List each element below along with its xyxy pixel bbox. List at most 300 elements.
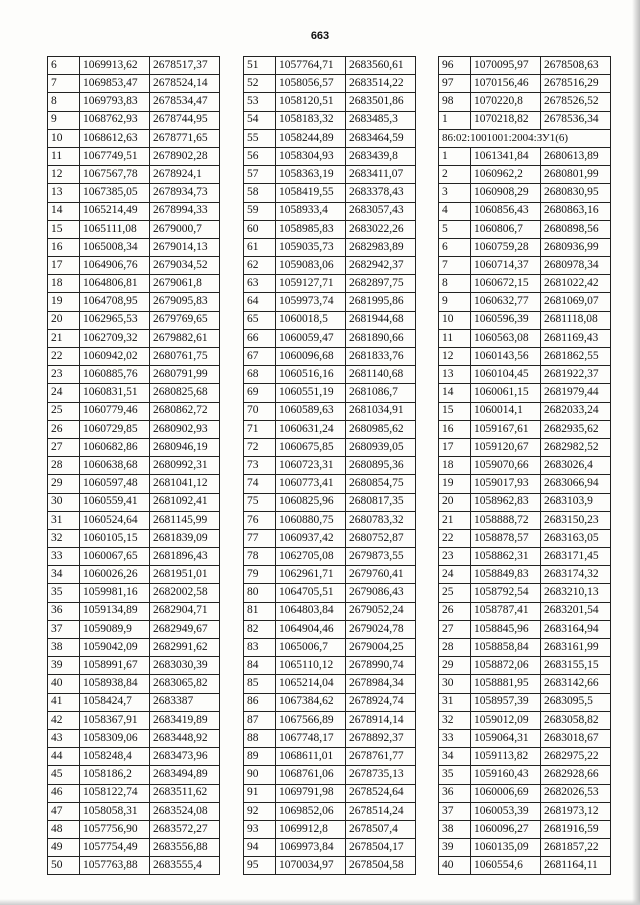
table-row [439,748,611,766]
table-row [244,75,416,93]
y-coordinate-cell: 2683572,27 [150,820,220,838]
x-coordinate-cell: 1067748,17 [276,729,346,747]
x-coordinate-cell: 1058849,83 [471,566,541,584]
table-row [48,802,220,820]
table-row [48,784,220,802]
point-number-cell: 81 [244,602,276,620]
point-number-cell: 80 [244,584,276,602]
table-row [439,820,611,838]
y-coordinate-cell: 2678914,14 [346,711,416,729]
y-coordinate-cell: 2682949,67 [150,620,220,638]
point-number-cell: 36 [439,784,471,802]
point-number-cell: 29 [439,657,471,675]
point-number-cell: 59 [244,202,276,220]
x-coordinate-cell: 1057764,71 [276,57,346,75]
coordinate-table-column-1 [47,56,220,875]
y-coordinate-cell: 2683378,43 [346,184,416,202]
x-coordinate-cell: 1058424,7 [80,693,150,711]
point-number-cell: 85 [244,675,276,693]
table-row [48,693,220,711]
x-coordinate-cell: 1057756,90 [80,820,150,838]
y-coordinate-cell: 2680830,95 [541,184,611,202]
table-row [48,220,220,238]
x-coordinate-cell: 1059973,74 [276,293,346,311]
x-coordinate-cell: 1059042,09 [80,639,150,657]
x-coordinate-cell: 1060831,51 [80,384,150,402]
x-coordinate-cell: 1058878,57 [471,529,541,547]
y-coordinate-cell: 2680752,87 [346,529,416,547]
x-coordinate-cell: 1068761,06 [276,766,346,784]
y-coordinate-cell: 2680817,35 [346,493,416,511]
point-number-cell: 70 [244,402,276,420]
table-row [439,57,611,75]
y-coordinate-cell: 2678536,34 [541,111,611,129]
table-row [439,784,611,802]
table-row [439,493,611,511]
x-coordinate-cell: 1060059,47 [276,329,346,347]
table-row [439,129,611,147]
y-coordinate-cell: 2680936,99 [541,238,611,256]
point-number-cell: 98 [439,93,471,111]
table-row [244,129,416,147]
x-coordinate-cell: 1059120,67 [471,438,541,456]
table-row [48,184,220,202]
table-row [48,493,220,511]
point-number-cell: 64 [244,293,276,311]
point-number-cell: 16 [439,420,471,438]
point-number-cell: 22 [48,348,80,366]
y-coordinate-cell: 2678504,17 [346,839,416,857]
y-coordinate-cell: 2683473,96 [150,748,220,766]
y-coordinate-cell: 2682928,66 [541,766,611,784]
x-coordinate-cell: 1059160,43 [471,766,541,784]
y-coordinate-cell: 2683387 [150,693,220,711]
y-coordinate-cell: 2681973,12 [541,802,611,820]
table-row [439,366,611,384]
table-row [439,384,611,402]
table-row [244,438,416,456]
y-coordinate-cell: 2679760,41 [346,566,416,584]
y-coordinate-cell: 2681979,44 [541,384,611,402]
point-number-cell: 24 [48,384,80,402]
y-coordinate-cell: 2683066,94 [541,475,611,493]
point-number-cell: 21 [48,329,80,347]
x-coordinate-cell: 1059089,9 [80,620,150,638]
point-number-cell: 71 [244,420,276,438]
y-coordinate-cell: 2678526,52 [541,93,611,111]
point-number-cell: 8 [439,275,471,293]
x-coordinate-cell: 1059064,31 [471,729,541,747]
y-coordinate-cell: 2683464,59 [346,129,416,147]
table-row [244,329,416,347]
y-coordinate-cell: 2683448,92 [150,729,220,747]
point-number-cell: 88 [244,729,276,747]
table-row [48,529,220,547]
y-coordinate-cell: 2680854,75 [346,475,416,493]
table-row [439,166,611,184]
point-number-cell: 11 [48,147,80,165]
x-coordinate-cell: 1065214,49 [80,202,150,220]
table-row [244,402,416,420]
y-coordinate-cell: 2680801,99 [541,166,611,184]
y-coordinate-cell: 2678990,74 [346,657,416,675]
table-row [244,366,416,384]
point-number-cell: 39 [48,657,80,675]
table-row [48,147,220,165]
x-coordinate-cell: 1058845,96 [471,620,541,638]
y-coordinate-cell: 2683514,22 [346,75,416,93]
x-coordinate-cell: 1058309,06 [80,729,150,747]
x-coordinate-cell: 1058787,41 [471,602,541,620]
table-row [48,766,220,784]
y-coordinate-cell: 2679052,24 [346,602,416,620]
table-row [244,475,416,493]
point-number-cell: 92 [244,802,276,820]
x-coordinate-cell: 1068612,63 [80,129,150,147]
point-number-cell: 67 [244,348,276,366]
point-number-cell: 25 [48,402,80,420]
table-row [48,75,220,93]
point-number-cell: 19 [439,475,471,493]
point-number-cell: 44 [48,748,80,766]
point-number-cell: 91 [244,784,276,802]
y-coordinate-cell: 2678924,1 [150,166,220,184]
point-number-cell: 18 [439,457,471,475]
y-coordinate-cell: 2680895,36 [346,457,416,475]
y-coordinate-cell: 2683501,86 [346,93,416,111]
point-number-cell: 95 [244,857,276,875]
point-number-cell: 72 [244,438,276,456]
table-row [244,93,416,111]
x-coordinate-cell: 1065008,34 [80,238,150,256]
y-coordinate-cell: 2683555,4 [150,857,220,875]
x-coordinate-cell: 1070095,97 [471,57,541,75]
point-number-cell: 86 [244,693,276,711]
table-row [48,366,220,384]
x-coordinate-cell: 1058367,91 [80,711,150,729]
point-number-cell: 83 [244,639,276,657]
x-coordinate-cell: 1060682,86 [80,438,150,456]
table-row [48,475,220,493]
y-coordinate-cell: 2678744,95 [150,111,220,129]
x-coordinate-cell: 1060672,15 [471,275,541,293]
table-row [48,166,220,184]
y-coordinate-cell: 2683161,99 [541,639,611,657]
page-number: 663 [310,30,330,42]
x-coordinate-cell: 1060632,77 [471,293,541,311]
table-row [48,111,220,129]
point-number-cell: 41 [48,693,80,711]
y-coordinate-cell: 2681896,43 [150,548,220,566]
table-row [244,457,416,475]
y-coordinate-cell: 2678761,77 [346,748,416,766]
table-row [48,202,220,220]
y-coordinate-cell: 2680761,75 [150,348,220,366]
table-row [48,57,220,75]
x-coordinate-cell: 1062705,08 [276,548,346,566]
x-coordinate-cell: 1060825,96 [276,493,346,511]
point-number-cell: 90 [244,766,276,784]
y-coordinate-cell: 2682002,58 [150,584,220,602]
point-number-cell: 30 [439,675,471,693]
y-coordinate-cell: 2682942,37 [346,257,416,275]
y-coordinate-cell: 2681839,09 [150,529,220,547]
point-number-cell: 84 [244,657,276,675]
x-coordinate-cell: 1058120,51 [276,93,346,111]
x-coordinate-cell: 1060061,15 [471,384,541,402]
table-row [48,548,220,566]
point-number-cell: 32 [48,529,80,547]
x-coordinate-cell: 1060096,68 [276,348,346,366]
point-number-cell: 52 [244,75,276,93]
y-coordinate-cell: 2680946,19 [150,438,220,456]
y-coordinate-cell: 2678524,14 [150,75,220,93]
table-row [439,711,611,729]
y-coordinate-cell: 2682033,24 [541,402,611,420]
y-coordinate-cell: 2683411,07 [346,166,416,184]
y-coordinate-cell: 2682991,62 [150,639,220,657]
x-coordinate-cell: 1058962,83 [471,493,541,511]
y-coordinate-cell: 2680862,72 [150,402,220,420]
x-coordinate-cell: 1058056,57 [276,75,346,93]
y-coordinate-cell: 2679086,43 [346,584,416,602]
table-row [48,457,220,475]
y-coordinate-cell: 2683494,89 [150,766,220,784]
x-coordinate-cell: 1059012,09 [471,711,541,729]
table-row [48,93,220,111]
point-number-cell: 57 [244,166,276,184]
y-coordinate-cell: 2681145,99 [150,511,220,529]
x-coordinate-cell: 1060773,41 [276,475,346,493]
table-row [48,748,220,766]
point-number-cell: 35 [439,766,471,784]
x-coordinate-cell: 1059113,82 [471,748,541,766]
x-coordinate-cell: 1060937,42 [276,529,346,547]
point-number-cell: 34 [48,566,80,584]
point-number-cell: 66 [244,329,276,347]
x-coordinate-cell: 1069973,84 [276,839,346,857]
y-coordinate-cell: 2682982,52 [541,438,611,456]
x-coordinate-cell: 1060723,31 [276,457,346,475]
x-coordinate-cell: 1057754,49 [80,839,150,857]
point-number-cell: 7 [439,257,471,275]
table-row [244,220,416,238]
x-coordinate-cell: 1060135,09 [471,839,541,857]
y-coordinate-cell: 2682897,75 [346,275,416,293]
y-coordinate-cell: 2678892,37 [346,729,416,747]
y-coordinate-cell: 2683065,82 [150,675,220,693]
x-coordinate-cell: 1058248,4 [80,748,150,766]
point-number-cell: 13 [439,366,471,384]
table-row [439,566,611,584]
point-number-cell: 17 [439,438,471,456]
y-coordinate-cell: 2683030,39 [150,657,220,675]
table-row [439,75,611,93]
x-coordinate-cell: 1058938,84 [80,675,150,693]
x-coordinate-cell: 1060962,2 [471,166,541,184]
y-coordinate-cell: 2681951,01 [150,566,220,584]
x-coordinate-cell: 1058858,84 [471,639,541,657]
point-number-cell: 40 [439,857,471,875]
table-row [48,729,220,747]
y-coordinate-cell: 2681862,55 [541,348,611,366]
y-coordinate-cell: 2683174,32 [541,566,611,584]
x-coordinate-cell: 1060105,15 [80,529,150,547]
point-number-cell: 34 [439,748,471,766]
y-coordinate-cell: 2678524,64 [346,784,416,802]
point-number-cell: 2 [439,166,471,184]
x-coordinate-cell: 1070220,8 [471,93,541,111]
point-number-cell: 46 [48,784,80,802]
y-coordinate-cell: 2682975,22 [541,748,611,766]
table-row [439,584,611,602]
point-number-cell: 23 [439,548,471,566]
y-coordinate-cell: 2681118,08 [541,311,611,329]
point-number-cell: 54 [244,111,276,129]
x-coordinate-cell: 1059035,73 [276,238,346,256]
y-coordinate-cell: 2683057,43 [346,202,416,220]
point-number-cell: 73 [244,457,276,475]
y-coordinate-cell: 2681140,68 [346,366,416,384]
y-coordinate-cell: 2683155,15 [541,657,611,675]
table-row [244,620,416,638]
y-coordinate-cell: 2678508,63 [541,57,611,75]
table-row [439,857,611,875]
table-row [244,857,416,875]
point-number-cell: 74 [244,475,276,493]
table-row [48,402,220,420]
y-coordinate-cell: 2679024,78 [346,620,416,638]
point-number-cell: 6 [439,238,471,256]
y-coordinate-cell: 2678994,33 [150,202,220,220]
x-coordinate-cell: 1058792,54 [471,584,541,602]
point-number-cell: 39 [439,839,471,857]
table-row [48,602,220,620]
y-coordinate-cell: 2678984,34 [346,675,416,693]
point-number-cell: 20 [48,311,80,329]
point-number-cell: 79 [244,566,276,584]
point-number-cell: 49 [48,839,80,857]
point-number-cell: 28 [439,639,471,657]
table-row [48,820,220,838]
x-coordinate-cell: 1065111,08 [80,220,150,238]
y-coordinate-cell: 2680898,56 [541,220,611,238]
x-coordinate-cell: 1062965,53 [80,311,150,329]
point-number-cell: 20 [439,493,471,511]
x-coordinate-cell: 1068762,93 [80,111,150,129]
x-coordinate-cell: 1069791,98 [276,784,346,802]
point-number-cell: 45 [48,766,80,784]
x-coordinate-cell: 1070156,46 [471,75,541,93]
table-row [48,238,220,256]
table-row [244,293,416,311]
x-coordinate-cell: 1069913,62 [80,57,150,75]
y-coordinate-cell: 2683439,8 [346,147,416,165]
x-coordinate-cell: 1067566,89 [276,711,346,729]
y-coordinate-cell: 2680791,99 [150,366,220,384]
point-number-cell: 62 [244,257,276,275]
point-number-cell: 9 [48,111,80,129]
point-number-cell: 8 [48,93,80,111]
point-number-cell: 6 [48,57,80,75]
x-coordinate-cell: 1062709,32 [80,329,150,347]
x-coordinate-cell: 1058933,4 [276,202,346,220]
y-coordinate-cell: 2683524,08 [150,802,220,820]
x-coordinate-cell: 1067385,05 [80,184,150,202]
y-coordinate-cell: 2680985,62 [346,420,416,438]
point-number-cell: 61 [244,238,276,256]
table-row [439,257,611,275]
point-number-cell: 11 [439,329,471,347]
x-coordinate-cell: 1069853,47 [80,75,150,93]
table-row [244,784,416,802]
point-number-cell: 43 [48,729,80,747]
x-coordinate-cell: 1059017,93 [471,475,541,493]
x-coordinate-cell: 1058862,31 [471,548,541,566]
point-number-cell: 27 [439,620,471,638]
point-number-cell: 27 [48,438,80,456]
table-row [244,711,416,729]
coordinate-table-column-3 [438,56,611,875]
point-number-cell: 76 [244,511,276,529]
table-row [48,420,220,438]
y-coordinate-cell: 2683058,82 [541,711,611,729]
x-coordinate-cell: 1070218,82 [471,111,541,129]
y-coordinate-cell: 2683511,62 [150,784,220,802]
x-coordinate-cell: 1059083,06 [276,257,346,275]
table-row [439,420,611,438]
x-coordinate-cell: 1064806,81 [80,275,150,293]
y-coordinate-cell: 2679061,8 [150,275,220,293]
point-number-cell: 87 [244,711,276,729]
table-row [439,475,611,493]
y-coordinate-cell: 2683026,4 [541,457,611,475]
table-row [244,384,416,402]
table-row [244,257,416,275]
y-coordinate-cell: 2683164,94 [541,620,611,638]
table-row [244,238,416,256]
x-coordinate-cell: 1060524,64 [80,511,150,529]
table-row [244,166,416,184]
table-row [439,438,611,456]
x-coordinate-cell: 1060729,85 [80,420,150,438]
x-coordinate-cell: 1058957,39 [471,693,541,711]
x-coordinate-cell: 1068611,01 [276,748,346,766]
y-coordinate-cell: 2679014,13 [150,238,220,256]
y-coordinate-cell: 2678934,73 [150,184,220,202]
table-row [48,639,220,657]
point-number-cell: 56 [244,147,276,165]
y-coordinate-cell: 2679095,83 [150,293,220,311]
table-row [244,820,416,838]
y-coordinate-cell: 2681916,59 [541,820,611,838]
table-row [48,329,220,347]
y-coordinate-cell: 2682983,89 [346,238,416,256]
table-row [244,348,416,366]
y-coordinate-cell: 2680992,31 [150,457,220,475]
point-number-cell: 38 [439,820,471,838]
y-coordinate-cell: 2681995,86 [346,293,416,311]
x-coordinate-cell: 1067749,51 [80,147,150,165]
y-coordinate-cell: 2681833,76 [346,348,416,366]
y-coordinate-cell: 2681092,41 [150,493,220,511]
y-coordinate-cell: 2679882,61 [150,329,220,347]
table-row [439,111,611,129]
x-coordinate-cell: 1058872,06 [471,657,541,675]
point-number-cell: 35 [48,584,80,602]
y-coordinate-cell: 2682904,71 [150,602,220,620]
table-row [244,184,416,202]
